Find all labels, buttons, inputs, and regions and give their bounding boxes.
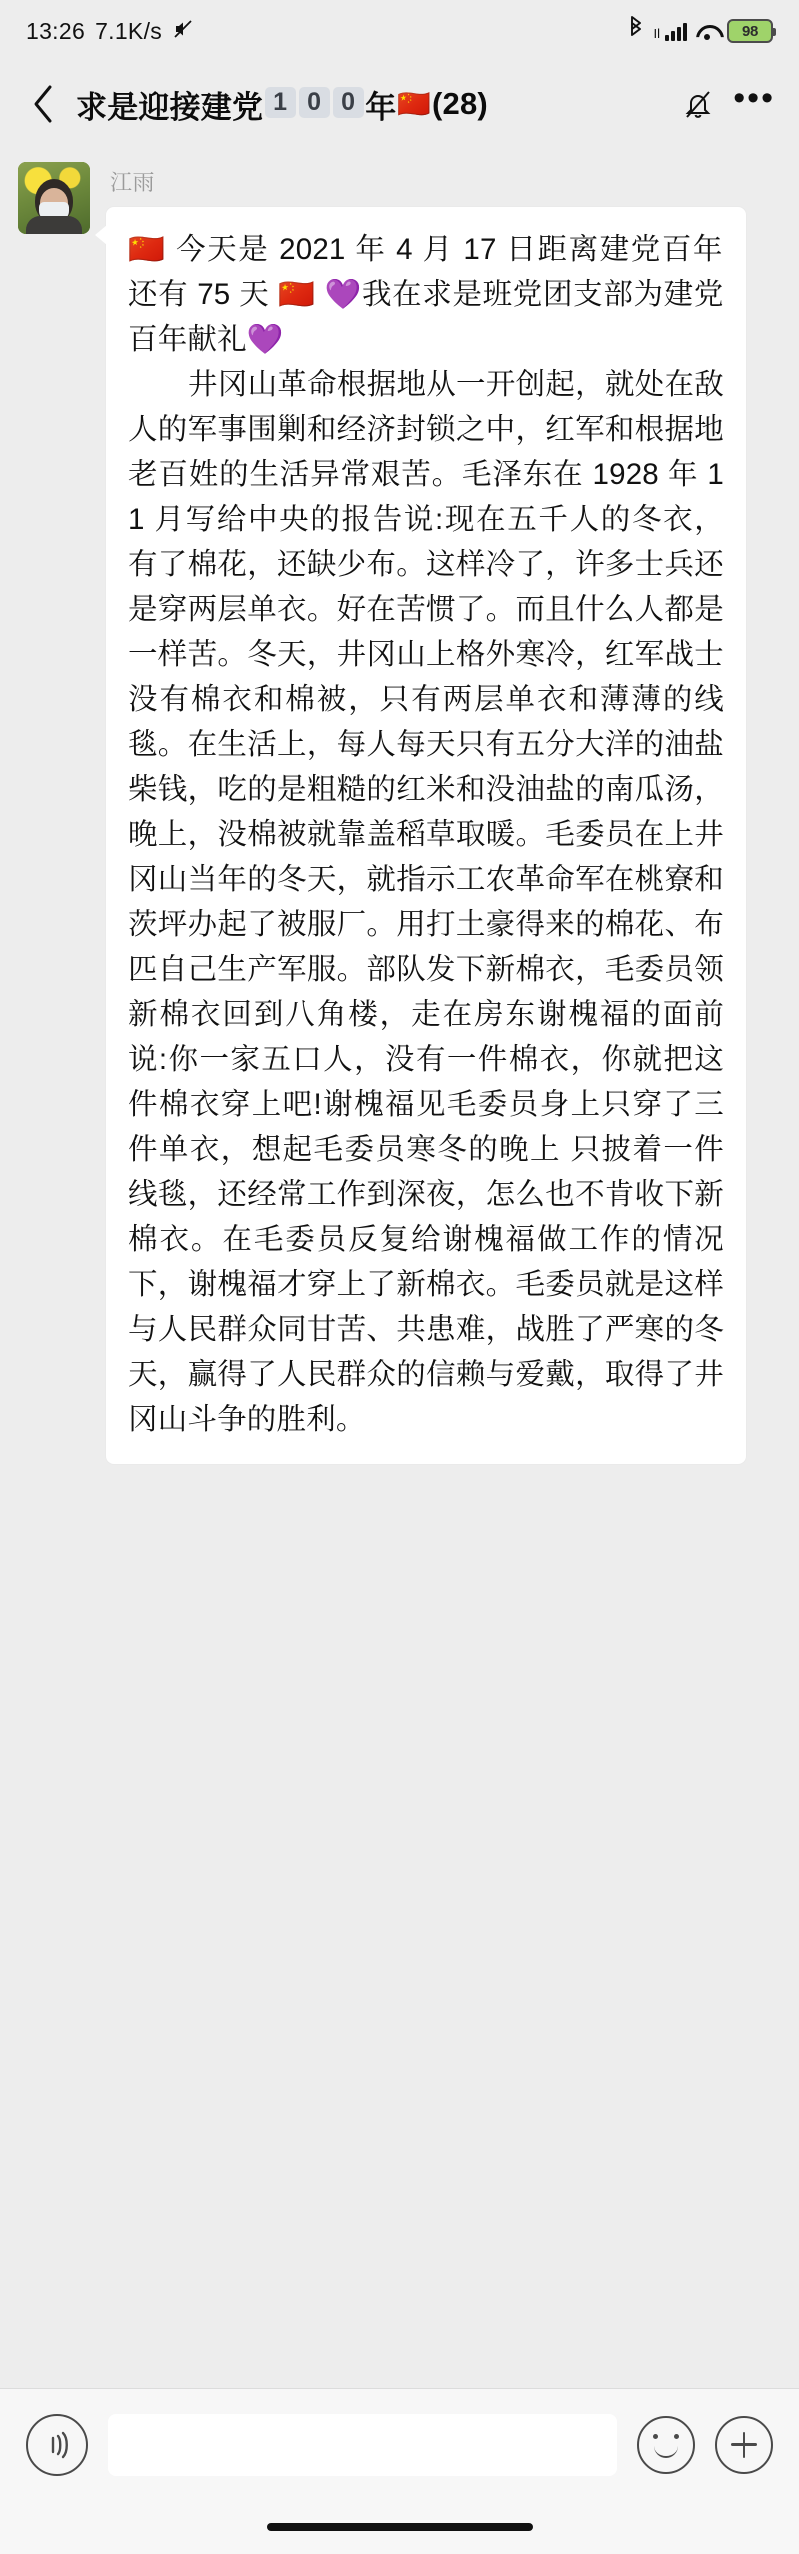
- message-header-text: 🇨🇳 今天是 2021 年 4 月 17 日距离建党百年还有 75 天 🇨🇳 💜我在求是班党团支部为建党百年献礼💜: [128, 233, 724, 356]
- message-body-text: 井冈山革命根据地从一开创起，就处在敌人的军事围剿和经济封锁之中，红军和根据地老百姓的生活异常艰苦。毛泽东在 1928 年 11 月写给中央的报告说:现在五千人的冬衣，有了棉花，还缺少布。这样冷了，许多士兵还是穿两层单衣。好在苦惯了。而且什么人都是一样苦。冬天，井冈山上格外寒冷，红军战士没有棉衣和棉被，只有两层单衣和薄薄的线毯。在生活上，每人每天只有五分大洋的油盐柴钱，吃的是粗糙的红米和没油盐的南瓜汤，晚上，没棉被就靠盖稻草取暖。毛委员在上井冈山当年的冬天，就指示工农革命军在桃寮和茨坪办起了被服厂。用打土豪得来的棉花、布匹自己生产军服。部队发下新棉衣，毛委员领新棉衣回到八角楼，走在房东谢槐福的面前说:你一家五口人，没有一件棉衣，你就把这件棉衣穿上吧!谢槐福见毛委员身上只穿了三件单衣，想起毛委员寒冬的晚上 只披着一件线毯，还经常工作到深夜，怎么也不肯收下新棉衣。在毛委员反复给谢槐福做工作的情况下，谢槐福才穿上了新棉衣。毛委员就是这样与人民群众同甘苦、共患难，战胜了严寒的冬天，赢得了人民群众的信赖与爱戴，取得了井冈山斗争的胜利。: [128, 368, 724, 1436]
- title-middle: 年: [365, 89, 397, 125]
- bell-slash-icon[interactable]: [683, 88, 713, 120]
- status-time: 13:26: [26, 17, 86, 44]
- message-input[interactable]: [124, 2428, 601, 2461]
- status-bar: [0, 0, 799, 62]
- home-indicator: [0, 2500, 799, 2554]
- emoji-icon[interactable]: [637, 2416, 695, 2474]
- status-bar-left: [26, 18, 194, 45]
- voice-input-icon[interactable]: [26, 2414, 88, 2476]
- nav-bar-icons: [677, 79, 775, 120]
- wifi-icon: [696, 23, 718, 40]
- more-options-icon[interactable]: •••: [733, 79, 775, 117]
- battery-level: 98: [741, 22, 759, 40]
- signal-bars-icon: [654, 21, 688, 41]
- title-digit-2: 0: [299, 87, 330, 118]
- nav-bar: [0, 62, 799, 146]
- title-digit-1: 1: [265, 87, 296, 118]
- back-chevron-icon[interactable]: [24, 80, 64, 128]
- message-item: [0, 162, 799, 1464]
- message-input-bar: [0, 2388, 799, 2500]
- page-title: [76, 82, 665, 127]
- bluetooth-icon: [627, 16, 645, 46]
- battery-icon: [727, 19, 773, 43]
- message-bubble[interactable]: [106, 207, 746, 1464]
- message-sender-name: 江雨: [110, 170, 156, 195]
- message-list[interactable]: [0, 146, 799, 2388]
- mute-icon: [172, 18, 194, 44]
- title-digit-3: 0: [333, 87, 364, 118]
- message-input-field[interactable]: [108, 2414, 617, 2476]
- network-speed: 7.1K/s: [95, 17, 163, 44]
- status-bar-right: [627, 16, 774, 46]
- title-member-count: (28): [432, 86, 488, 121]
- message-content: [106, 162, 777, 1464]
- china-flag-icon: 🇨🇳: [397, 89, 432, 119]
- signal-label: Il: [653, 26, 660, 41]
- add-more-icon[interactable]: [715, 2416, 773, 2474]
- title-prefix: 求是迎接建党: [76, 89, 264, 125]
- avatar[interactable]: [18, 162, 90, 234]
